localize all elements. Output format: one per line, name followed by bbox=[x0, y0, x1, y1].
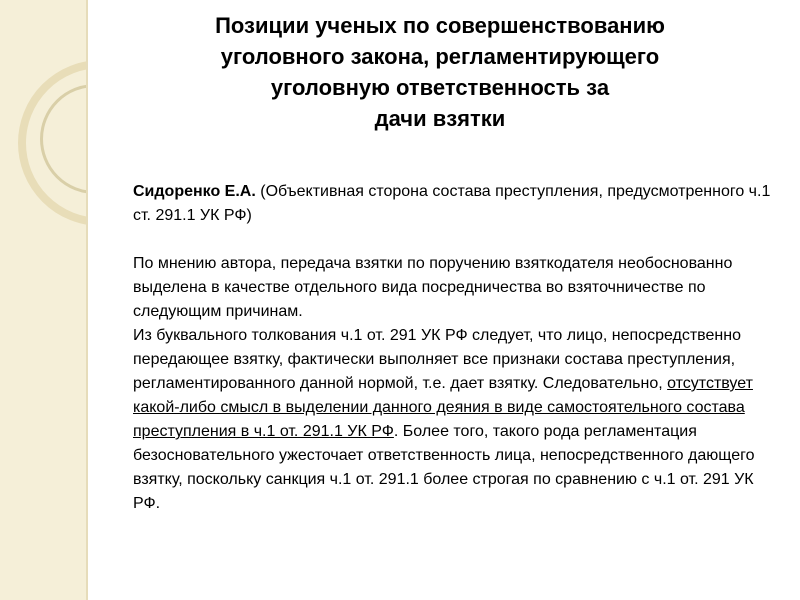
slide-title bbox=[120, 10, 760, 134]
underlined-statement: отсутствует какой-либо смысл в выделении данного деяния в виде самостоятельного состава преступления в ч.1 от. 291.1 УК РФ bbox=[133, 375, 753, 440]
title-line-4: дачи взятки bbox=[374, 106, 506, 131]
paragraph-2-start: Из буквального толкования ч.1 от. 291 УК РФ следует, что лицо, непосредственно передающее взятку, фактически выполняет все признаки состава преступления, регламентированного данной нормой, т.е. дает взятку. Следовательно, bbox=[133, 327, 741, 392]
title-line-3: уголовную ответственность за bbox=[270, 75, 610, 100]
title-line-1: Позиции ученых по совершенствованию bbox=[215, 13, 665, 38]
paragraph-2 bbox=[133, 324, 783, 516]
decorative-side-panel bbox=[0, 0, 88, 600]
paragraph-1: По мнению автора, передача взятки по поручению взяткодателя необоснованно выделена в качестве отдельного вида посредничества во взяточничестве по следующим причинам. bbox=[133, 255, 733, 320]
title-line-2: уголовного закона, регламентирующего bbox=[220, 44, 660, 69]
slide-body bbox=[133, 180, 783, 516]
paragraph-2-end: . Более того, такого рода регламентация безосновательного ужесточает ответственность лица, непосредственного дающего взятку, поскольку санкция ч.1 от. 291.1 более строгая по сравнению с ч.1 от. 291 УК РФ. bbox=[133, 423, 755, 512]
paragraph-gap bbox=[133, 228, 783, 252]
side-divider bbox=[86, 0, 88, 600]
author-work: (Объективная сторона состава преступления, предусмотренного ч.1 ст. 291.1 УК РФ) bbox=[133, 183, 771, 224]
author-name: Сидоренко Е.А. bbox=[133, 183, 256, 200]
author-citation bbox=[133, 180, 783, 228]
